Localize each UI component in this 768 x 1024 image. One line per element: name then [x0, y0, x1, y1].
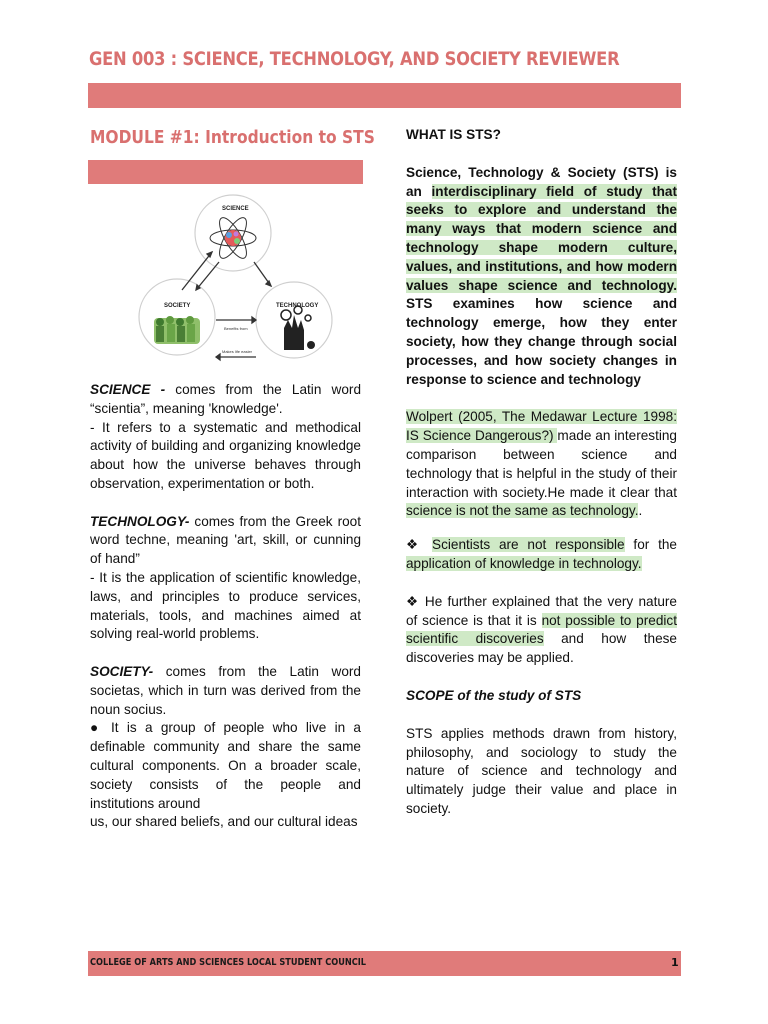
- wolpert-text: made an interesting comparison between science and technology that is helpful in the study of their interaction with society.He made it clear that: [406, 428, 677, 500]
- technology-term: TECHNOLOGY-: [90, 513, 190, 529]
- bullet2-text: He further explained that the very nature of science is that it is: [406, 593, 677, 628]
- people-icon: [154, 316, 200, 344]
- arrow-label-benefits: Benefits from: [224, 326, 248, 331]
- society-definition: comes from the Latin word societas, which in turn was derived from the noun socius.: [90, 663, 361, 717]
- wolpert-highlight: science is not the same as technology.: [406, 503, 639, 519]
- arrow-label-easier: Makes life easier: [222, 349, 253, 354]
- technology-paragraph: [90, 513, 361, 569]
- technology-description: - It is the application of scientific knowledge, laws, and principles to produce services, materials, tools, and machines aimed at solving real-world problems.: [90, 569, 361, 642]
- bullet-scientists: [406, 536, 677, 574]
- what-is-sts-heading: WHAT IS STS?: [406, 127, 501, 142]
- society-term: SOCIETY-: [90, 663, 154, 679]
- footer-council: COLLEGE OF ARTS AND SCIENCES LOCAL STUDENT COUNCIL: [90, 957, 367, 968]
- bullet2-highlight: not possible to predict scientific discoveries: [406, 612, 677, 647]
- diamond-bullet-icon: ❖: [406, 593, 425, 609]
- document-title: GEN 003 : SCIENCE, TECHNOLOGY, AND SOCIETY REVIEWER: [89, 48, 620, 70]
- module-title: MODULE #1: Introduction to STS: [90, 127, 375, 148]
- wolpert-paragraph: [406, 408, 677, 521]
- sts-definition: [406, 164, 677, 390]
- science-definition: comes from the Latin word “scientia”, meaning 'knowledge'.: [90, 382, 362, 416]
- society-description: ● It is a group of people who live in a definable community and share the same cultural components. On a broader scale, society consists of the people and institutions around: [90, 720, 361, 811]
- bullet2-end: and how these discoveries may be applied.: [406, 631, 677, 666]
- sts-rest: STS examines how science and technology emerge, how they enter society, how they change through social processes, and how society changes in response to science and technology: [406, 296, 677, 387]
- wolpert-end: .: [638, 503, 643, 519]
- society-paragraph: [90, 663, 361, 719]
- page-number: 1: [671, 956, 679, 969]
- sts-intro: Science, Technology & Society (STS) is an: [406, 164, 677, 199]
- bullet1-text: for the: [624, 537, 677, 553]
- society-description-cont: us, our shared beliefs, and our cultural ideas: [90, 814, 358, 830]
- technology-definition: comes from the Greek root word techne, meaning 'art, skill, or cunning of hand”: [90, 513, 361, 567]
- wolpert-citation: Wolpert (2005, The Medawar Lecture 1998: IS Science Dangerous?): [406, 409, 677, 444]
- module-bar: [88, 160, 363, 184]
- science-term: SCIENCE -: [90, 382, 166, 397]
- title-bar: [88, 83, 681, 108]
- society-label: SOCIETY: [164, 303, 191, 309]
- bullet1-highlight2: application of knowledge in technology.: [406, 555, 642, 571]
- science-label: SCIENCE: [222, 206, 249, 212]
- bullet1-highlight: Scientists are not responsible: [432, 537, 625, 553]
- science-description: - It refers to a systematic and methodical activity of building and organizing knowledge about how the universe behaves through observation, experimentation or both.: [90, 419, 361, 491]
- right-column: [406, 126, 677, 819]
- scope-heading: SCOPE of the study of STS: [406, 687, 582, 703]
- left-column: [90, 381, 361, 832]
- technology-label: TECHNOLOGY: [276, 303, 319, 309]
- sts-diagram: [136, 190, 336, 370]
- science-paragraph: [90, 381, 361, 419]
- scope-text: STS applies methods drawn from history, philosophy, and sociology to study the nature of science and technology and ultimately judge their value and place in society.: [406, 725, 677, 816]
- bullet-discoveries: [406, 593, 677, 668]
- sts-highlight: interdisciplinary field of study that seeks to explore and understand the many ways that modern science and technology shape modern culture, values, and institutions, and how modern values shape science and technology.: [406, 183, 677, 293]
- diamond-bullet-icon: ❖: [406, 537, 432, 553]
